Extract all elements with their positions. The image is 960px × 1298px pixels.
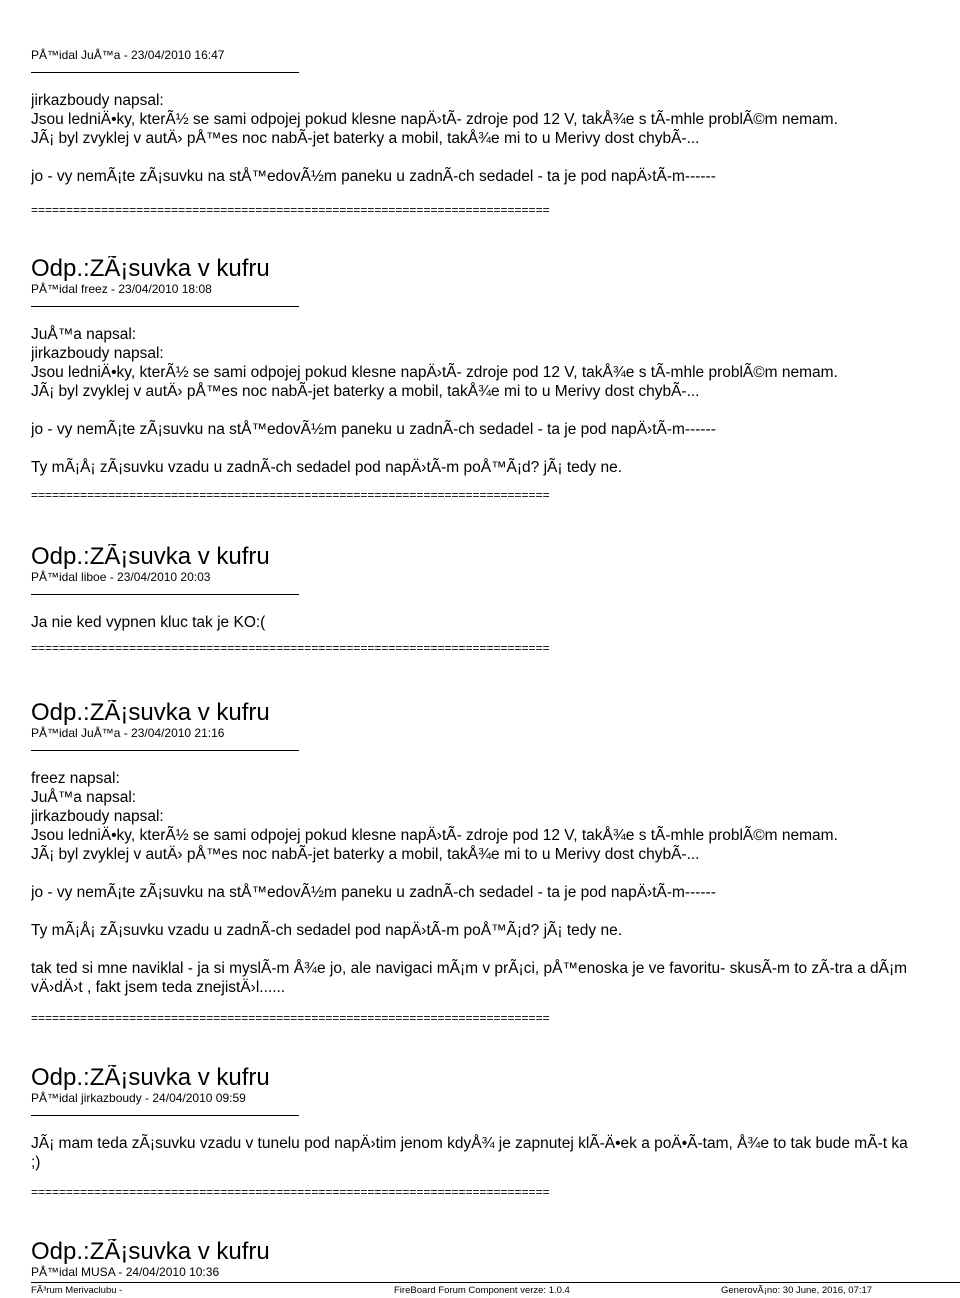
post-line: JuÅ™a napsal:: [31, 789, 137, 806]
post-line: Jsou ledniÄ•ky, kterÃ½ se sami odpojej pokud klesne napÄ›tÃ- zdroje pod 12 V, takÅ¾e s tÃ-mhle problÃ©m nemam.: [31, 364, 838, 381]
post-separator: ==========================================================================: [31, 1185, 550, 1199]
post-line: JÃ¡ byl zvyklej v autÄ› pÅ™es noc nabÃ-jet baterky a mobil, takÅ¾e mi to u Merivy dost chybÃ-...: [31, 130, 700, 147]
post-meta: PÅ™idal MUSA - 24/04/2010 10:36: [31, 1265, 220, 1279]
post-line: Ty mÃ¡Å¡ zÃ¡suvku vzadu u zadnÃ-ch sedadel pod napÄ›tÃ-m poÅ™Ã¡d? jÃ¡ tedy ne.: [31, 459, 622, 476]
post-line: [31, 148, 960, 167]
post-line: Jsou ledniÄ•ky, kterÃ½ se sami odpojej pokud klesne napÄ›tÃ- zdroje pod 12 V, takÅ¾e s tÃ-mhle problÃ©m nemam.: [31, 827, 838, 844]
post-line: jirkazboudy napsal:: [31, 808, 164, 825]
footer-component-version: FireBoard Forum Component verze: 1.0.4: [394, 1285, 570, 1296]
post: [31, 544, 960, 655]
post-line: [31, 401, 960, 420]
post-line: JÃ¡ mam teda zÃ¡suvku vzadu v tunelu pod napÄ›tim jenom kdyÅ¾ je zapnutej klÃ-Ä•ek a poÄ•Ã-tam, Å¾e to tak bude mÃ-t ka: [31, 1135, 908, 1152]
post: [31, 1239, 960, 1279]
post-separator: ==========================================================================: [31, 641, 550, 655]
post-line: jo - vy nemÃ¡te zÃ¡suvku na stÅ™edovÃ½m paneku u zadnÃ-ch sedadel - ta je pod napÄ›tÃ-m------: [31, 884, 716, 901]
post-separator: ==========================================================================: [31, 203, 550, 217]
post-line: JuÅ™a napsal:: [31, 326, 137, 343]
post-meta: PÅ™idal jirkazboudy - 24/04/2010 09:59: [31, 1091, 246, 1105]
post: [31, 256, 960, 502]
post-title: Odp.:ZÃ¡suvka v kufru: [31, 1239, 270, 1265]
post-meta: PÅ™idal JuÅ™a - 23/04/2010 16:47: [31, 48, 225, 62]
post-line: jo - vy nemÃ¡te zÃ¡suvku na stÅ™edovÃ½m paneku u zadnÃ-ch sedadel - ta je pod napÄ›tÃ-m------: [31, 168, 716, 185]
post-line: tak ted si mne naviklal - ja si myslÃ-m Å¾e jo, ale navigaci mÃ¡m v prÃ¡ci, pÅ™enoska je ve favoritu- skusÃ-m to zÃ-tra a dÃ¡m: [31, 960, 908, 977]
post: [31, 48, 960, 217]
footer-site-name: FÃ³rum Merivaclubu -: [31, 1285, 123, 1296]
post-line: ;): [31, 1154, 41, 1171]
post-separator: ==========================================================================: [31, 488, 550, 502]
post-title: Odp.:ZÃ¡suvka v kufru: [31, 1065, 270, 1091]
post-meta: PÅ™idal JuÅ™a - 23/04/2010 21:16: [31, 726, 225, 740]
post-line: Jsou ledniÄ•ky, kterÃ½ se sami odpojej pokud klesne napÄ›tÃ- zdroje pod 12 V, takÅ¾e s tÃ-mhle problÃ©m nemam.: [31, 111, 838, 128]
post: [31, 1065, 960, 1199]
post-line: jo - vy nemÃ¡te zÃ¡suvku na stÅ™edovÃ½m paneku u zadnÃ-ch sedadel - ta je pod napÄ›tÃ-m------: [31, 421, 716, 438]
page-footer: [31, 1282, 960, 1298]
post-meta: PÅ™idal liboe - 23/04/2010 20:03: [31, 570, 211, 584]
footer-generated-date: GenerovÃ¡no: 30 June, 2016, 07:17: [721, 1285, 873, 1296]
post-line: freez napsal:: [31, 770, 120, 787]
post-line: jirkazboudy napsal:: [31, 92, 164, 109]
post-line: vÄ›dÄ›t , fakt jsem teda znejistÄ›l......: [31, 979, 286, 996]
post-line: jirkazboudy napsal:: [31, 345, 164, 362]
post-line: JÃ¡ byl zvyklej v autÄ› pÅ™es noc nabÃ-jet baterky a mobil, takÅ¾e mi to u Merivy dost chybÃ-...: [31, 383, 700, 400]
post-line: Ty mÃ¡Å¡ zÃ¡suvku vzadu u zadnÃ-ch sedadel pod napÄ›tÃ-m poÅ™Ã¡d? jÃ¡ tedy ne.: [31, 922, 622, 939]
post-line: JÃ¡ byl zvyklej v autÄ› pÅ™es noc nabÃ-jet baterky a mobil, takÅ¾e mi to u Merivy dost chybÃ-...: [31, 846, 700, 863]
post-separator: ==========================================================================: [31, 1011, 550, 1025]
post-line: [31, 439, 960, 458]
post: [31, 700, 960, 1025]
post-meta: PÅ™idal freez - 23/04/2010 18:08: [31, 282, 212, 296]
post-title: Odp.:ZÃ¡suvka v kufru: [31, 700, 270, 726]
post-line: [31, 940, 960, 959]
post-line: [31, 864, 960, 883]
post-title: Odp.:ZÃ¡suvka v kufru: [31, 544, 270, 570]
post-line: Ja nie ked vypnen kluc tak je KO:(: [31, 614, 266, 631]
post-title: Odp.:ZÃ¡suvka v kufru: [31, 256, 270, 282]
post-line: [31, 902, 960, 921]
